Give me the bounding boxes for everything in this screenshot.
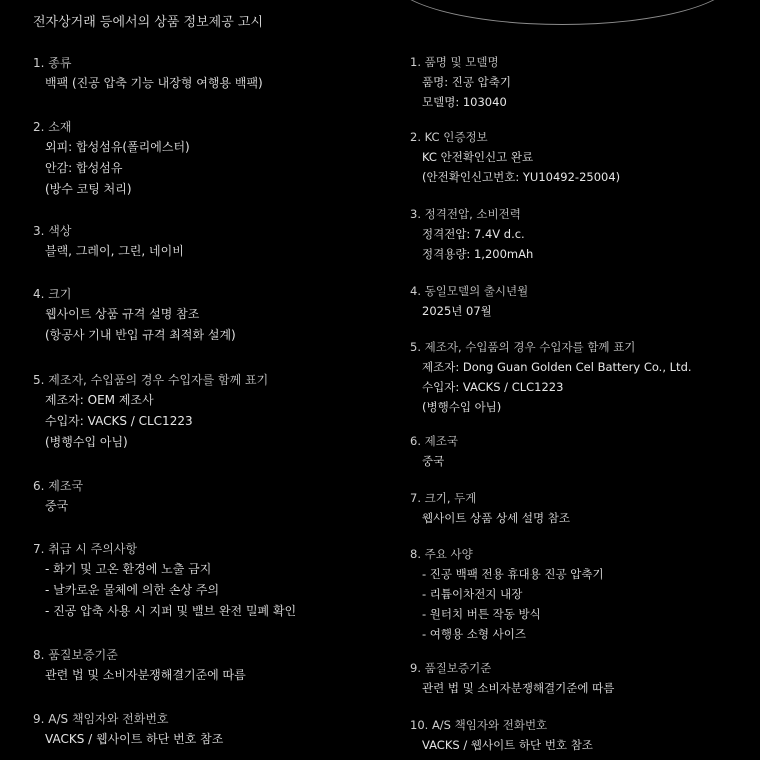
info-section [33, 476, 83, 517]
section-line: - 진공 백팩 전용 휴대용 진공 압축기 [422, 567, 604, 581]
section-title: 2. KC 인증정보 [410, 130, 488, 144]
section-line: KC 안전확인신고 완료 [422, 150, 534, 164]
section-title: 3. 색상 [33, 224, 72, 238]
info-section [410, 128, 620, 187]
info-section [410, 489, 570, 528]
section-line: 정격전압: 7.4V d.c. [422, 227, 525, 241]
page-title: 전자상거래 등에서의 상품 정보제공 고시 [33, 15, 264, 30]
section-line: 2025년 07월 [422, 304, 492, 318]
info-section [33, 539, 296, 622]
info-section [410, 338, 692, 417]
section-line: (병행수입 아님) [45, 435, 128, 449]
section-line: 모델명: 103040 [422, 95, 507, 109]
info-section [410, 282, 528, 321]
section-line: 외피: 합성섬유(폴리에스터) [45, 140, 190, 154]
section-title: 5. 제조자, 수입품의 경우 수입자를 함께 표기 [410, 340, 636, 354]
section-title: 4. 동일모델의 출시년월 [410, 284, 529, 298]
section-title: 8. 주요 사양 [410, 547, 473, 561]
section-line: 제조자: Dong Guan Golden Cel Battery Co., Ltd. [422, 360, 692, 374]
section-title: 8. 품질보증기준 [33, 648, 118, 662]
section-line: 제조자: OEM 제조사 [45, 393, 154, 407]
info-section [410, 716, 593, 755]
info-section [33, 221, 184, 262]
section-line: - 화기 및 고온 환경에 노출 금지 [45, 562, 212, 576]
section-line: 품명: 진공 압축기 [422, 75, 511, 89]
section-line: (방수 코팅 처리) [45, 182, 132, 196]
section-title: 7. 취급 시 주의사항 [33, 542, 138, 556]
section-line: 중국 [45, 499, 69, 513]
section-line: (병행수입 아님) [422, 400, 502, 414]
section-line: 정격용량: 1,200mAh [422, 247, 534, 261]
section-title: 2. 소재 [33, 120, 72, 134]
info-section [410, 205, 533, 264]
section-line: 블랙, 그레이, 그린, 네이비 [45, 244, 184, 258]
section-title: 4. 크기 [33, 287, 72, 301]
section-line: (안전확인신고번호: YU10492-25004) [422, 170, 621, 184]
section-line: - 리튬이차전지 내장 [422, 587, 523, 601]
info-section [410, 659, 614, 698]
section-line: 안감: 합성섬유 [45, 161, 123, 175]
section-line: - 원터치 버튼 작동 방식 [422, 607, 541, 621]
info-section [33, 709, 223, 750]
info-section [33, 53, 263, 94]
info-section [33, 370, 268, 453]
section-title: 9. 품질보증기준 [410, 661, 492, 675]
section-title: 9. A/S 책임자와 전화번호 [33, 712, 169, 726]
info-section [410, 545, 604, 644]
section-line: 웹사이트 상품 상세 설명 참조 [422, 511, 570, 525]
info-section [33, 645, 246, 686]
section-title: 1. 품명 및 모델명 [410, 55, 499, 69]
section-line: 관련 법 및 소비자분쟁해결기준에 따름 [45, 668, 246, 682]
info-section [33, 117, 190, 200]
decorative-arc [390, 0, 735, 25]
section-title: 10. A/S 책임자와 전화번호 [410, 718, 548, 732]
section-line: - 진공 압축 사용 시 지퍼 및 밸브 완전 밀폐 확인 [45, 604, 297, 618]
section-title: 3. 정격전압, 소비전력 [410, 207, 521, 221]
section-line: - 날카로운 물체에 의한 손상 주의 [45, 583, 220, 597]
section-title: 7. 크기, 두게 [410, 491, 477, 505]
section-line: 웹사이트 상품 규격 설명 참조 [45, 307, 200, 321]
section-line: 수입자: VACKS / CLC1223 [422, 380, 564, 394]
section-line: 중국 [422, 454, 445, 468]
info-section [410, 53, 511, 112]
section-line: (항공사 기내 반입 규격 최적화 설계) [45, 328, 236, 342]
info-section [410, 432, 458, 471]
section-title: 6. 제조국 [410, 434, 458, 448]
section-title: 6. 제조국 [33, 479, 84, 493]
section-title: 5. 제조자, 수입품의 경우 수입자를 함께 표기 [33, 373, 269, 387]
section-line: VACKS / 웹사이트 하단 번호 참조 [422, 738, 593, 752]
section-title: 1. 종류 [33, 56, 72, 70]
section-line: - 여행용 소형 사이즈 [422, 627, 526, 641]
info-section [33, 284, 236, 346]
section-line: 백팩 (진공 압축 기능 내장형 여행용 백팩) [45, 76, 263, 90]
section-line: 수입자: VACKS / CLC1223 [45, 414, 193, 428]
section-line: VACKS / 웹사이트 하단 번호 참조 [45, 732, 224, 746]
section-line: 관련 법 및 소비자분쟁해결기준에 따름 [422, 681, 615, 695]
